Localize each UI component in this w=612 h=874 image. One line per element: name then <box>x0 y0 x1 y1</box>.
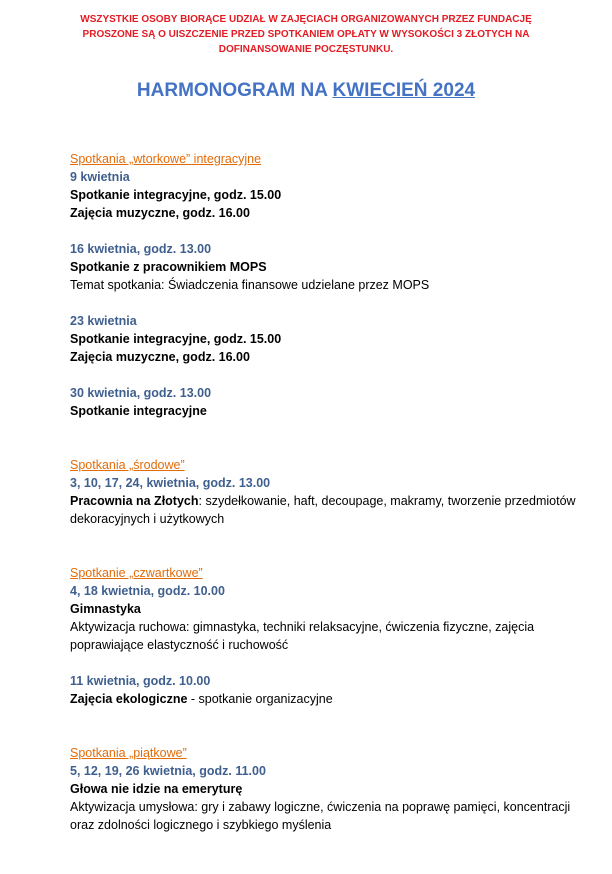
event-name: Pracownia na Złotych <box>70 494 199 508</box>
event-line: Spotkanie integracyjne, godz. 15.00 <box>70 332 282 346</box>
event-details: - spotkanie organizacyjne <box>187 692 333 706</box>
event-description <box>70 492 590 528</box>
event-line: Zajęcia muzyczne, godz. 16.00 <box>70 350 250 364</box>
event-date: 4, 18 kwietnia, godz. 10.00 <box>70 584 225 598</box>
section-heading-thursday: Spotkanie „czwartkowe” <box>70 566 203 580</box>
page-title <box>0 78 612 104</box>
event-line: Spotkanie integracyjne, godz. 15.00 <box>70 188 282 202</box>
section-heading-wednesday: Spotkania „środowe” <box>70 458 185 472</box>
event-line: Zajęcia muzyczne, godz. 16.00 <box>70 206 250 220</box>
fee-notice <box>40 12 572 57</box>
event-name: Zajęcia ekologiczne <box>70 692 188 706</box>
page-title-prefix: HARMONOGRAM NA <box>136 80 333 101</box>
fee-notice-line: WSZYSTKIE OSOBY BIORĄCE UDZIAŁ W ZAJĘCIACH ORGANIZOWANYCH PRZEZ FUNDACJĘ <box>80 14 532 25</box>
event-date: 23 kwietnia <box>70 314 137 328</box>
event-line: Głowa nie idzie na emeryturę <box>70 782 243 796</box>
event-date: 11 kwietnia, godz. 10.00 <box>70 674 211 688</box>
event-line: Spotkanie integracyjne <box>70 404 207 418</box>
section-heading-tuesday: Spotkania „wtorkowe” integracyjne <box>70 152 262 166</box>
event-date: 5, 12, 19, 26 kwietnia, godz. 11.00 <box>70 764 266 778</box>
event-details: : szydełkowanie, haft, decoupage, makramy, tworzenie przedmiotów dekoracyjnych i użytkowych <box>70 494 576 526</box>
schedule <box>70 150 590 834</box>
event-date: 16 kwietnia, godz. 13.00 <box>70 242 212 256</box>
event-date: 3, 10, 17, 24, kwietnia, godz. 13.00 <box>70 476 271 490</box>
fee-notice-line: PROSZONE SĄ O UISZCZENIE PRZED SPOTKANIEM OPŁATY W WYSOKOŚCI 3 ZŁOTYCH NA <box>82 29 530 40</box>
event-line: Gimnastyka <box>70 602 141 616</box>
event-date: 30 kwietnia, godz. 13.00 <box>70 386 212 400</box>
page-title-month: KWIECIEŃ 2024 <box>332 80 476 101</box>
event-description: Aktywizacja umysłowa: gry i zabawy logiczne, ćwiczenia na poprawę pamięci, koncentracji oraz zdolności logicznego i szybkiego myślenia <box>70 800 571 832</box>
fee-notice-line: DOFINANSOWANIE POCZĘSTUNKU. <box>218 44 394 55</box>
event-description: Temat spotkania: Świadczenia finansowe udzielane przez MOPS <box>70 278 430 292</box>
event-line: Spotkanie z pracownikiem MOPS <box>70 260 267 274</box>
event-description <box>70 690 590 708</box>
event-date: 9 kwietnia <box>70 170 130 184</box>
event-description: Aktywizacja ruchowa: gimnastyka, techniki relaksacyjne, ćwiczenia fizyczne, zajęcia poprawiające elastyczność i ruchowość <box>70 620 535 652</box>
section-heading-friday: Spotkania „piątkowe” <box>70 746 187 760</box>
